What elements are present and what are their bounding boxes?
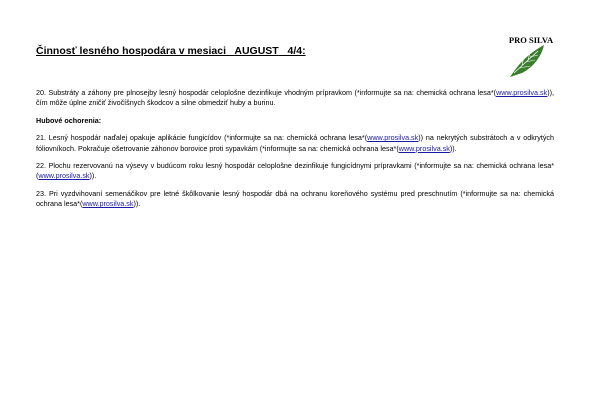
prosilva-link[interactable]: www.prosilva.sk bbox=[367, 133, 419, 143]
title-main: Činnosť lesného hospodára v mesiaci bbox=[36, 45, 226, 57]
paragraph-23: 23. Pri vyzdvihovaní semenáčikov pre letné škôlkovanie lesný hospodár dbá na ochranu koreňového systému pred preschnutím (*informujte sa na: chemická ochrana lesa*(www.prosilva.sk)). bbox=[36, 188, 554, 209]
title-month: AUGUST bbox=[234, 45, 279, 57]
section-heading: Hubové ochorenia: bbox=[36, 115, 102, 125]
prosilva-link[interactable]: www.prosilva.sk bbox=[398, 143, 450, 153]
prosilva-link[interactable]: www.prosilva.sk bbox=[82, 199, 134, 209]
prosilva-link[interactable]: www.prosilva.sk bbox=[496, 88, 548, 97]
page-title bbox=[36, 45, 306, 57]
title-page: 4/4: bbox=[287, 45, 306, 57]
paragraph-20: 20. Substráty a záhony pre plnosejby lesný hospodár celoplošne dezinfikuje vhodným prípravkom (*informujte sa na: chemická ochrana lesa*(www.prosilva.sk)), čím môže úplne zničiť živočíšnych škodcov a silne obmedziť huby a burinu. bbox=[36, 88, 554, 108]
prosilva-link[interactable]: www.prosilva.sk bbox=[38, 171, 90, 181]
leaf-icon bbox=[504, 33, 558, 81]
document-body bbox=[36, 88, 554, 217]
pro-silva-logo bbox=[504, 33, 558, 81]
paragraph-21: 21. Lesný hospodár naďalej opakuje aplikácie fungicídov (*informujte sa na: chemická ochrana lesa*(www.prosilva.sk)) na nekrytých substrátoch a v odkrytých fóliovníkoch. Pokračuje ošetrovanie záhonov borovice proti sypavkám (*informujte sa na: chemická ochrana lesa*(www.prosilva.sk)). bbox=[36, 133, 555, 153]
logo-text: PRO SILVA bbox=[508, 35, 554, 45]
paragraph-22: 22. Plochu rezervovanú na výsevy v budúcom roku lesný hospodár celoplošne dezinfikuje fungicídnymi prípravkami (*informujte sa na: chemická ochrana lesa*(www.prosilva.sk)). bbox=[36, 161, 554, 181]
